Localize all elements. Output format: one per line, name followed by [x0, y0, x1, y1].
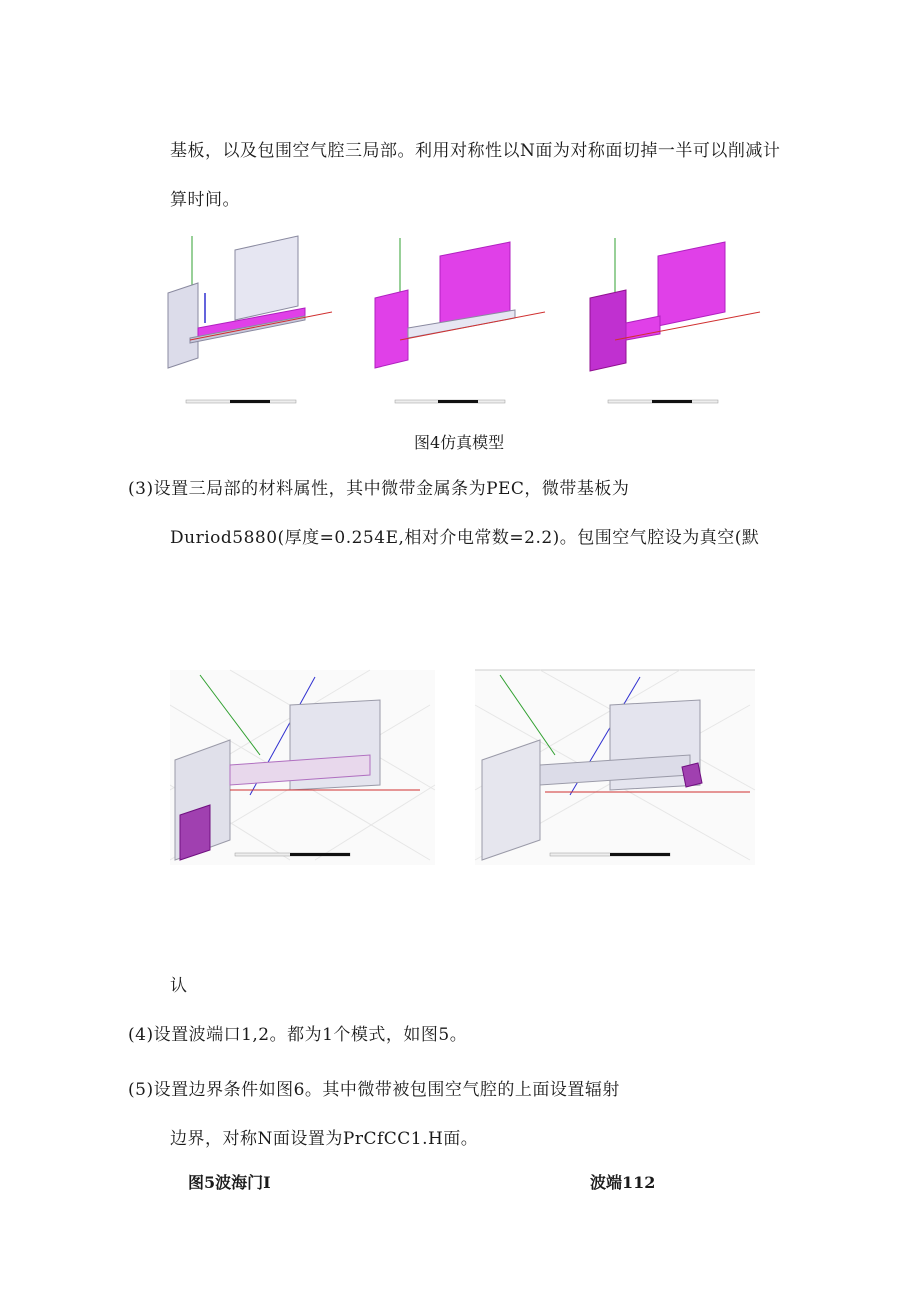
paragraph-line-5: 认: [170, 976, 188, 996]
paragraph-line-7: (5)设置边界条件如图6。其中微带被包围空气腔的上面设置辐射: [128, 1080, 620, 1100]
paragraph-line-3: (3)设置三局部的材料属性，其中微带金属条为PEC，微带基板为: [128, 479, 630, 499]
paragraph-line-4: Duriod5880(厚度=0.254E,相对介电常数=2.2)。包围空气腔设为真空(默: [170, 528, 760, 548]
paragraph-line-8: 边界，对称N面设置为PrCfCC1.H面。: [170, 1129, 479, 1149]
paragraph-line-1: 基板，以及包围空气腔三局部。利用对称性以N面为对称面切掉一半可以削减计: [170, 141, 781, 161]
paragraph-line-6: (4)设置波端口1,2。都为1个模式，如图5。: [128, 1025, 468, 1045]
figure-5-caption-left: 图5波海门I: [188, 1173, 271, 1192]
model-view-1: [168, 236, 332, 403]
wave-port-1-view: [170, 670, 435, 865]
wave-port-2-view: [475, 670, 755, 865]
figure-4-model-views: [160, 228, 780, 418]
model-view-3: [590, 238, 760, 403]
model-view-2: [375, 238, 545, 403]
figure-4-caption: 图4仿真模型: [414, 433, 505, 452]
figure-5-caption-right: 波端112: [590, 1173, 656, 1192]
figure-5-wave-ports: [170, 665, 760, 870]
paragraph-line-2: 算时间。: [170, 190, 240, 210]
